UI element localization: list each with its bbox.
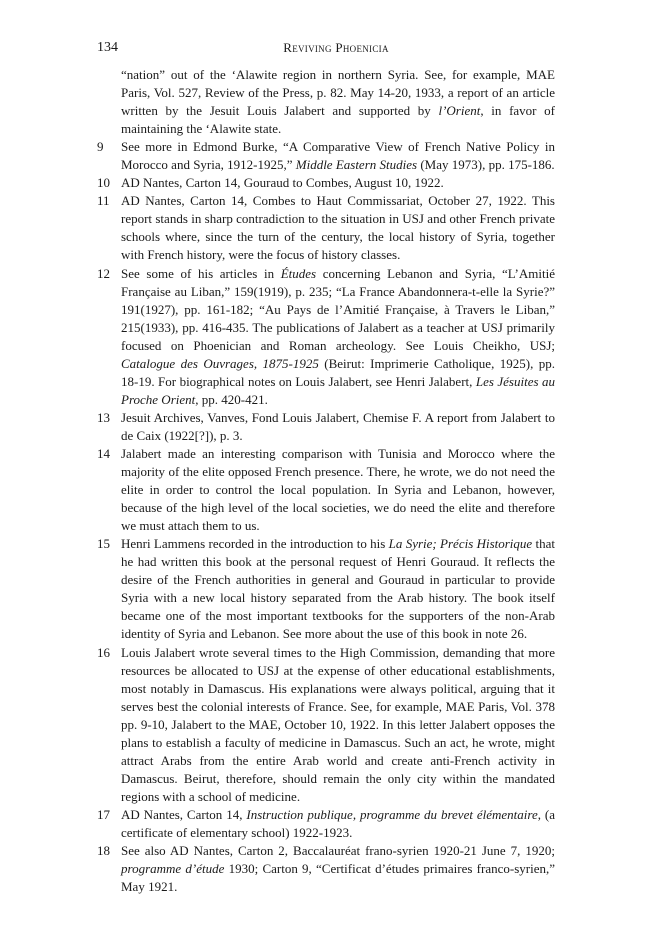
endnote-text (121, 174, 555, 192)
page-number: 134 (97, 40, 118, 55)
note-text-segment: , (a certificate of elementary school) 1922-1923. (121, 806, 556, 840)
note-text-segment: (May 1973), pp. 175-186. (417, 157, 555, 173)
running-head: Reviving Phoenicia (283, 40, 389, 55)
italic-title: Études (280, 265, 317, 281)
italic-title: Instruction publique, programme du brevet élémentaire (246, 806, 538, 822)
endnote-number: 17 (97, 806, 110, 822)
endnote-number: 12 (97, 265, 110, 281)
note-text-segment: 1930; Carton 9, “Certificat d’études primaires franco-syrien,” May 1921. (121, 861, 555, 895)
endnote-text (121, 842, 555, 896)
endnote (97, 644, 555, 806)
endnote-number: 14 (97, 445, 110, 461)
note-text-segment: , in favor of maintaining the ‘Alawite state. (121, 103, 556, 137)
note-text-segment: that he had written this book at the personal request of Henri Gouraud. It reflects the desire of the French authorities in general and Gouraud in particular to provide Syria with a new local history separated from the Arab history. The book itself became one of the most important textbooks for the supporters of the non-Arab identity of Syria and Lebanon. See more about the use of this book in note 26. (121, 536, 555, 642)
italic-title: Middle Eastern Studies (295, 157, 418, 173)
endnote-number: 10 (97, 175, 110, 191)
note-text-segment: See some of his articles in (121, 265, 281, 281)
endnote-text (121, 445, 555, 535)
page-header (97, 40, 555, 60)
endnote-number: 13 (97, 409, 110, 425)
note-text-segment: , pp. 420-421. (195, 391, 268, 407)
endnote-text (121, 806, 555, 842)
italic-title: programme d’étude (121, 861, 225, 877)
endnote-text (121, 535, 555, 643)
note-text-segment: Henri Lammens recorded in the introduction to his (121, 536, 389, 552)
note-text-segment: Jalabert made an interesting comparison with Tunisia and Morocco where the majority of the elite opposed French presence. There, he wrote, we do not need the elite in order to control the local population. In Syria and Lebanon, however, because of the high level of the local societies, we do need the elite and therefore we must attach them to us. (121, 445, 555, 534)
endnote-text (121, 644, 555, 806)
endnote (97, 174, 555, 192)
endnote (97, 265, 555, 409)
note-text-segment: AD Nantes, Carton 14, Combes to Haut Commissariat, October 27, 1922. This report stands in sharp contradiction to the situation in USJ and other French private schools where, since the turn of the century, the local history of Syria, together with French history, were the focus of history classes. (121, 193, 555, 263)
endnote-number: 11 (97, 193, 110, 209)
note-text-segment: Jesuit Archives, Vanves, Fond Louis Jalabert, Chemise F. A report from Jalabert to de Caix (1922[?]), p. 3. (121, 409, 555, 443)
endnote-text (121, 192, 555, 264)
endnote-number: 15 (97, 536, 110, 552)
note-text-segment: concerning Lebanon and Syria, “L’Amitié Française au Liban,” 159(1919), p. 235; “La France Abandonnera-t-elle la Syrie?” 191(1927), pp. 161-182; “Au Pays de l’Amitié Française, à Travers le Liban,” 215(1933), pp. 416-435. The publications of Jalabert as a teacher at USJ primarily focused on Phoenician and Roman archeology. See Louis Cheikho, USJ; (121, 265, 555, 353)
endnote (97, 192, 555, 264)
note-text-segment: “nation” out of the ‘Alawite region in northern Syria. See, for example, MAE Paris, Vol. 527, Review of the Press, p. 82. May 14-20, 1933, a report of an article written by the Jesuit Louis Jalabert and supported by (121, 67, 555, 119)
endnote (97, 138, 555, 174)
italic-title: Les Jésuites au Proche Orient (121, 373, 555, 407)
endnote-text (121, 66, 555, 138)
note-text-segment: See also AD Nantes, Carton 2, Baccalauréat frano-syrien 1920-21 June 7, 1920; (121, 843, 555, 859)
endnote-text (121, 138, 555, 174)
endnote-number: 16 (97, 644, 110, 660)
note-text-segment: AD Nantes, Carton 14, (121, 806, 247, 822)
endnote-number: 9 (97, 139, 104, 155)
endnote (97, 535, 555, 643)
note-text-segment: AD Nantes, Carton 14, Gouraud to Combes, August 10, 1922. (121, 175, 444, 191)
endnote (97, 842, 555, 896)
endnotes-list (97, 66, 555, 896)
note-text-segment: See more in Edmond Burke, “A Comparative View of French Native Policy in Morocco and Syria, 1912-1925,” (121, 139, 555, 173)
italic-title: l’Orient (438, 103, 481, 119)
endnote (97, 445, 555, 535)
endnote-number: 18 (97, 843, 110, 859)
endnote (97, 806, 555, 842)
note-text-segment: (Beirut: Imprimerie Catholique, 1925), pp. 18-19. For biographical notes on Louis Jalabert, see Henri Jalabert, (121, 355, 555, 389)
endnote (97, 66, 555, 138)
note-text-segment: Louis Jalabert wrote several times to the High Commission, demanding that more resources be allocated to USJ at the expense of other educational establishments, most notably in Damascus. His explanations were always political, arguing that it serves best the colonial interests of France. See, for example, MAE Paris, Vol. 378 pp. 9-10, Jalabert to the MAE, October 10, 1922. In this letter Jalabert opposes the plans to establish a faculty of medicine in Damascus. Such an act, he wrote, might attract Arabs from the entire Arab world and create anti-French activity in Damascus. Beirut, therefore, should remain the only city within the mandated regions with a school of medicine. (121, 644, 555, 804)
endnote-text (121, 409, 555, 445)
italic-title: La Syrie; Précis Historique (388, 536, 533, 552)
endnote (97, 409, 555, 445)
italic-title: Catalogue des Ouvrages, 1875-1925 (121, 355, 319, 371)
endnote-text (121, 265, 555, 409)
